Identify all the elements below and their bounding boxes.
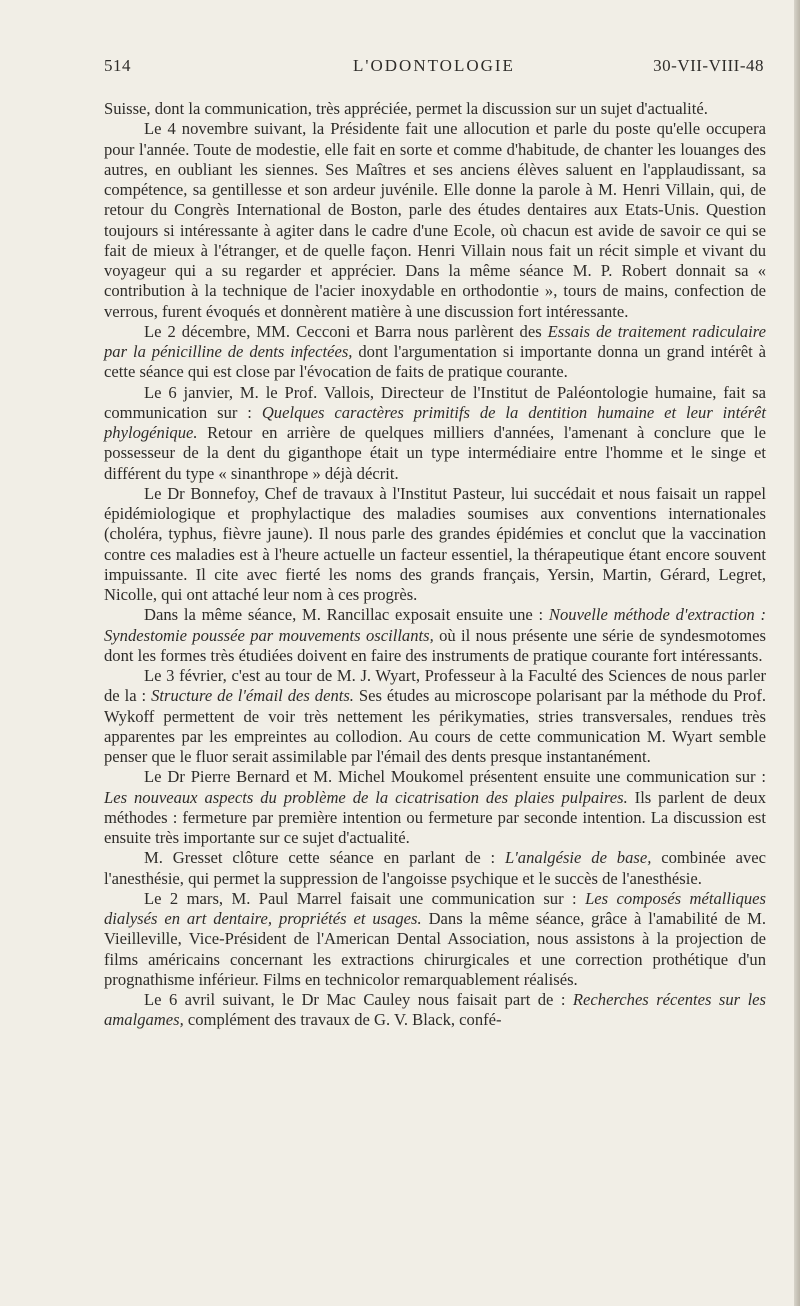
paragraph	[104, 322, 766, 383]
paragraph-text: Le 2 décembre, MM. Cecconi et Barra nous parlèrent des	[144, 321, 548, 341]
italic-title-text: Recherches récentes sur les amalgames,	[104, 990, 766, 1030]
paragraph-text: dont l'argumentation si importante donna un grand intérêt à cette séance qui est close par l'évocation de faits de pratique courante.	[104, 342, 766, 382]
italic-title-text: Essais de traitement radiculaire par la pénicilline de dents infectées,	[104, 321, 766, 361]
paragraph	[104, 605, 766, 666]
paragraph-text: Le 3 février, c'est au tour de M. J. Wyart, Professeur à la Faculté des Sciences de nous parler de la :	[104, 666, 766, 706]
italic-title-text: L'analgésie de base,	[505, 848, 652, 868]
running-header	[104, 56, 764, 80]
paragraph	[104, 990, 766, 1031]
paragraph	[104, 99, 766, 119]
paragraph	[104, 383, 766, 484]
paragraph	[104, 767, 766, 848]
italic-title-text: Structure de l'émail des dents.	[151, 686, 354, 706]
italic-title-text: Les composés métalliques dialysés en art dentaire, propriétés et usages.	[104, 888, 766, 928]
paragraph-text: Le 6 avril suivant, le Dr Mac Cauley nous faisait part de :	[144, 990, 573, 1009]
paragraph-text: Suisse, dont la communication, très appréciée, permet la discussion sur un sujet d'actualité.	[104, 99, 708, 118]
paragraph-text: où il nous présente une série de syndesmotomes dont les formes très étudiées doivent en faire des instruments de pratique courante fort intéressants.	[104, 625, 766, 665]
journal-title: L'ODONTOLOGIE	[353, 56, 515, 75]
paragraph	[104, 848, 766, 889]
paragraph	[104, 889, 766, 990]
paragraph-text: Retour en arrière de quelques milliers d'années, l'amenant à conclure que le possesseur de la dent du giganthope était un type intermédiaire entre l'homme et le singe et différent du type « sinanthrope » déjà décrit.	[104, 423, 766, 483]
issue-date: 30-VII-VIII-48	[653, 56, 764, 75]
paragraph-text: Ses études au microscope polarisant par la méthode du Prof. Wykoff permettent de voir très nettement les périkymaties, stries transversales, rendues très apparentes par les empreintes au collodion. Au cours de cette communication M. Wyart semble penser que le fluor serait assimilable par l'émail des dents presque instantanément.	[104, 686, 767, 766]
paragraph-text: Dans la même séance, grâce à l'amabilité de M. Vieilleville, Vice-Président de l'American Dental Association, nous assistons à la projection de films américains concernant les extractions chirurgicales et une correction prothétique d'un prognathisme inférieur. Films en technicolor remarquablement réalisés.	[104, 909, 766, 989]
article-body	[104, 99, 766, 1031]
paragraph-text: Dans la même séance, M. Rancillac exposait ensuite une :	[144, 605, 549, 625]
page-edge	[794, 0, 800, 1306]
paragraph-text: complément des travaux de G. V. Black, confé-	[183, 1010, 502, 1030]
italic-title-text: Les nouveaux aspects du problème de la cicatrisation des plaies pulpaires.	[104, 787, 628, 807]
italic-title-text: Nouvelle méthode d'extraction : Syndestomie poussée par mouvements oscillants,	[104, 605, 766, 645]
paragraph-text: Le Dr Pierre Bernard et M. Michel Moukomel présentent ensuite une communication sur :	[144, 767, 766, 787]
paragraph	[104, 119, 766, 322]
page-number: 514	[104, 56, 131, 75]
paragraph-text: Le Dr Bonnefoy, Chef de travaux à l'Institut Pasteur, lui succédait et nous faisait un rappel épidémiologique et prophylactique des maladies soumises aux conventions internationales (choléra, typhus, fièvre jaune). Il nous parle des grandes épidémies et conclut que la vaccination contre ces maladies est à l'heure actuelle un facteur essentiel, la thérapeutique étant encore souvent impuissante. Il cite avec fierté les noms des grands français, Yersin, Martin, Gérard, Legret, Nicolle, qui ont attaché leur nom à ces progrès.	[104, 483, 766, 604]
paragraph	[104, 484, 766, 606]
paragraph-text: Le 2 mars, M. Paul Marrel faisait une communication sur :	[144, 888, 586, 908]
paragraph-text: Le 6 janvier, M. le Prof. Vallois, Directeur de l'Institut de Paléontologie humaine, fait sa communication sur :	[104, 382, 766, 422]
italic-title-text: Quelques caractères primitifs de la dentition humaine et leur intérêt phylogénique.	[104, 402, 766, 442]
paragraph-text: M. Gresset clôture cette séance en parlant de :	[144, 848, 506, 868]
paragraph-text: Le 4 novembre suivant, la Présidente fait une allocution et parle du poste qu'elle occupera pour l'année. Toute de modestie, elle fait en sorte et comme d'habitude, de chanter les louanges des autres, en oubliant les siennes. Ses Maîtres et ses anciens élèves saluent en l'applaudissant, sa compétence, sa gentillesse et son ardeur juvénile. Elle donne la parole à M. Henri Villain, qui, de retour du Congrès International de Boston, parle des études dentaires aux Etats-Unis. Question toujours si intéressante à agiter dans le cadre d'une Ecole, où chacun est avide de savoir ce qui se fait de mieux à l'étranger, et de quelle façon. Henri Villain nous fait un récit simple et vivant du voyageur qui a su regarder et apprécier. Dans la même séance M. P. Robert donnait sa « contribution à la technique de l'acier inoxydable en orthodontie », tours de mains, confection de verrous, furent évoqués et donnèrent matière à une discussion fort intéressante.	[104, 119, 766, 321]
paragraph-text: Ils parlent de deux méthodes : fermeture par première intention ou fermeture par seconde intention. La discussion est ensuite très importante sur ce sujet d'actualité.	[104, 787, 767, 847]
paragraph	[104, 666, 766, 767]
paragraph-text: combinée avec l'anesthésie, qui permet la suppression de l'angoisse psychique et le succès de l'anesthésie.	[104, 848, 766, 888]
